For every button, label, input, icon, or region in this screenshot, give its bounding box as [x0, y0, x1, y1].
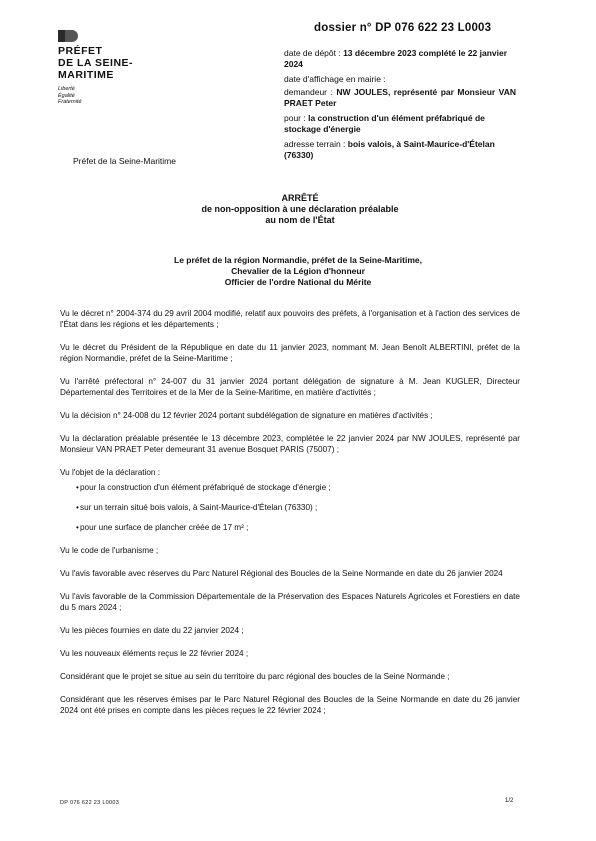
authority-line: Officier de l'ordre National du Mérite — [224, 277, 372, 287]
depot-row — [284, 48, 516, 70]
adresse-value: bois valois, à Saint-Maurice-d'Ételan (76330) — [284, 139, 495, 160]
document-body — [60, 308, 520, 716]
prefet-label: Préfet de la Seine-Maritime — [73, 156, 176, 166]
logo-title-line: MARITIME — [58, 69, 114, 81]
list-item: • pour la construction d'un élément préfabriqué de stockage d'énergie ; — [60, 482, 520, 493]
motto-line: Égalité — [58, 92, 75, 99]
demandeur-row — [284, 87, 516, 109]
logo-title-line: DE LA SEINE- — [58, 57, 134, 69]
affichage-row: date d'affichage en mairie : — [284, 74, 386, 84]
prefecture-logo — [58, 30, 168, 106]
title-line: au nom de l'État — [265, 215, 335, 225]
marianne-icon — [58, 30, 78, 42]
depot-label: date de dépôt : — [284, 48, 344, 58]
pour-label: pour : — [284, 113, 309, 123]
paragraph: Considérant que le projet se situe au sein du territoire du parc régional des boucles de la Seine Normande ; — [60, 672, 450, 681]
paragraph: Vu la décision n° 24-008 du 12 février 2024 portant subdélégation de signature en matières d'activités ; — [60, 411, 433, 420]
dossier-number: dossier n° DP 076 622 23 L0003 — [314, 22, 492, 34]
declaration-objects-list — [60, 482, 520, 533]
authority-block — [120, 255, 476, 288]
list-item: • pour une surface de plancher créée de 17 m² ; — [60, 522, 520, 533]
document-title — [160, 193, 440, 226]
paragraph: Vu l'avis favorable de la Commission Départementale de la Préservation des Espaces Naturels Agricoles et Forestiers en date du 5 mars 2024 ; — [60, 592, 520, 612]
paragraph: Considérant que les réserves émises par le Parc Naturel Régional des Boucles de la Seine Normande en date du 26 janvier 2024 ont été prises en compte dans les pièces reçues le 22 février 2024 ; — [60, 695, 520, 715]
logo-title-line: PRÉFET — [58, 45, 103, 57]
paragraph: Vu le décret du Président de la République en date du 11 janvier 2023, nommant M. Jean Benoît ALBERTINI, préfet de la région Normandie, préfet de la Seine-Maritime ; — [60, 343, 520, 363]
dossier-info — [284, 48, 516, 165]
adresse-label: adresse terrain : — [284, 139, 348, 149]
paragraph: Vu les pièces fournies en date du 22 janvier 2024 ; — [60, 626, 244, 635]
pour-value: la construction d'un élément préfabriqué de stockage d'énergie — [284, 113, 485, 134]
authority-line: Chevalier de la Légion d'honneur — [231, 266, 365, 276]
authority-line: Le préfet de la région Normandie, préfet de la Seine-Maritime, — [174, 255, 422, 265]
demandeur-label: demandeur : — [284, 87, 333, 97]
paragraph: Vu le décret n° 2004-374 du 29 avril 2004 modifié, relatif aux pouvoirs des préfets, à l'organisation et à l'action des services de l'État dans les régions et les départements ; — [60, 309, 520, 329]
paragraph: Vu le code de l'urbanisme ; — [60, 546, 159, 555]
page-number: 1/2 — [505, 798, 514, 804]
logo-motto — [58, 86, 168, 106]
paragraph: Vu la déclaration préalable présentée le 13 décembre 2023, complétée le 22 janvier 2024 par NW JOULES, représenté par Monsieur VAN PRAET Peter demeurant 31 avenue Bosquet PARIS (75007) ; — [60, 434, 520, 454]
paragraph: Vu les nouveaux éléments reçus le 22 février 2024 ; — [60, 649, 249, 658]
paragraph: Vu l'avis favorable avec réserves du Parc Naturel Régional des Boucles de la Seine Normande en date du 26 janvier 2024 — [60, 569, 503, 578]
paragraph: Vu l'arrêté préfectoral n° 24-007 du 31 janvier 2024 portant délégation de signature à M. Jean KUGLER, Directeur Départemental des Territoires et de la Mer de la Seine-Maritime, en matière d'activités ; — [60, 377, 520, 397]
motto-line: Fraternité — [58, 99, 82, 105]
logo-title — [58, 45, 168, 81]
title-line: de non-opposition à une déclaration préalable — [201, 204, 399, 214]
footer-reference: DP 076 622 23 L0003 — [60, 800, 120, 806]
list-item: • sur un terrain situé bois valois, à Saint-Maurice-d'Ételan (76330) ; — [60, 502, 520, 513]
pour-row — [284, 113, 516, 135]
title-line: ARRÊTÉ — [281, 193, 319, 203]
depot-value: 13 décembre 2023 complété le 22 janvier 2024 — [284, 48, 508, 69]
demandeur-value: NW JOULES, représenté par Monsieur VAN PRAET Peter — [284, 87, 516, 108]
paragraph: Vu l'objet de la déclaration : — [60, 468, 161, 477]
adresse-row — [284, 139, 516, 161]
motto-line: Liberté — [58, 86, 75, 92]
